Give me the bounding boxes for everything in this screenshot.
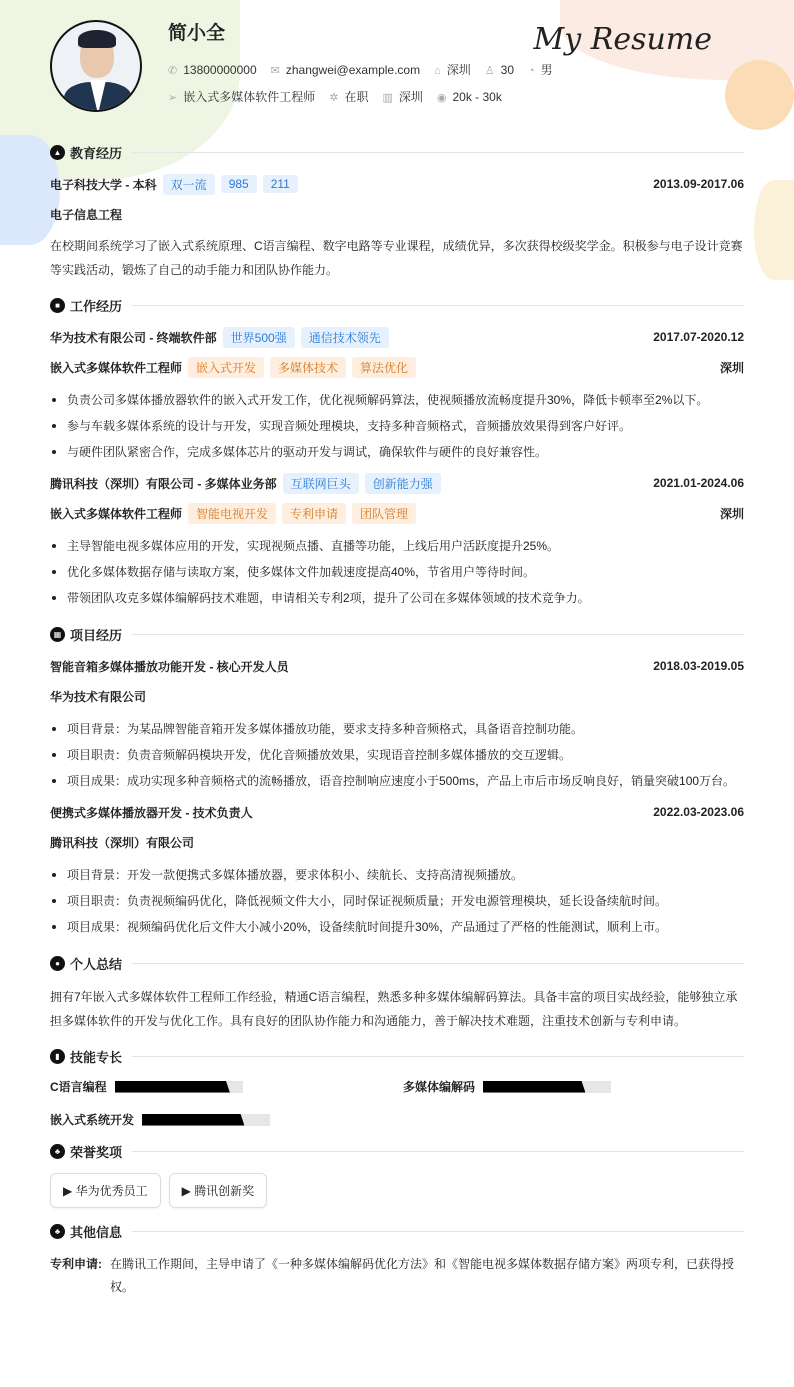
tag: 世界500强 [223,327,295,348]
edu-desc: 在校期间系统学习了嵌入式系统原理、C语言编程、数字电路等专业课程，成绩优异，多次获得校级奖学金。积极参与电子设计竞赛等实践活动，锻炼了自己的动手能力和团队协作能力。 [50,239,743,277]
company: 华为技术有限公司 - 终端软件部 [50,330,217,345]
email: zhangwei@example.com [285,62,421,77]
section-skills [50,1047,744,1066]
graduation-icon: ▲ [50,145,65,160]
tag: 双一流 [163,174,215,195]
skill-bar [115,1081,243,1093]
company: 腾讯科技（深圳）有限公司 - 多媒体业务部 [50,476,277,491]
salary: 20k - 30k [452,89,502,104]
phone-icon: ✆ [168,64,178,77]
section-summary [50,954,744,973]
date: 2021.01-2024.06 [653,476,744,490]
city: 深圳 [719,360,744,375]
position: 嵌入式多媒体软件工程师 [183,90,316,104]
age: 30 [500,62,515,77]
skill-bar [483,1081,611,1093]
award-label: 腾讯创新奖 [194,1184,255,1198]
bullet: 项目背景：为某品牌智能音箱开发多媒体播放功能，要求支持多种音频格式，具备语音控制功能。 [50,716,744,742]
bullet: 项目职责：负责视频编码优化，降低视频文件大小，同时保证视频质量；开发电源管理模块，延长设备续航时间。 [50,888,744,914]
mail-icon: ✉ [270,64,280,77]
project-name: 便携式多媒体播放器开发 - 技术负责人 [50,805,253,820]
briefcase-icon: ■ [50,298,65,313]
bullet: 项目成果：成功实现多种音频格式的流畅播放，语音控制响应速度小于500ms，产品上市后市场反响良好，销量突破100万台。 [50,768,744,794]
bullet: 主导智能电视多媒体应用的开发，实现视频点播、直播等功能，上线后用户活跃度提升25%。 [50,533,744,559]
send-icon: ➢ [168,92,178,104]
tag: 互联网巨头 [283,473,359,494]
status-icon: ✲ [329,92,339,104]
avatar [50,20,142,112]
phone: 13800000000 [183,62,257,77]
section-work [50,296,744,315]
award-label: 华为优秀员工 [75,1184,148,1198]
skill-bar-fill [115,1081,230,1093]
salary-icon: ◉ [436,91,447,104]
work-item [50,473,744,611]
grid-icon: ▦ [50,627,65,642]
header [0,0,794,135]
tag: 智能电视开发 [188,503,276,524]
section-projects [50,625,744,644]
skill-bar-fill [483,1081,585,1093]
section-title: 技能专长 [70,1050,123,1065]
tag: 专利申请 [282,503,346,524]
other-info [50,1253,744,1299]
edu-row [50,174,744,194]
date: 2017.07-2020.12 [653,330,744,344]
award-icon: ♣ [50,1144,65,1159]
other-text: 在腾讯工作期间，主导申请了《一种多媒体编解码优化方法》和《智能电视多媒体数据存储方案》两项专利，已获得授权。 [110,1257,735,1294]
resume-title: My Resume [533,22,712,57]
major [50,204,744,224]
section-title: 教育经历 [70,146,123,161]
section-title: 工作经历 [70,299,123,314]
home-icon: ⌂ [434,65,441,77]
city: 深圳 [719,506,744,521]
section-title: 荣誉奖项 [70,1145,123,1160]
tag: 通信技术领先 [301,327,389,348]
status: 在职 [344,90,369,104]
info-icon: ♣ [50,1224,65,1239]
section-other [50,1222,744,1241]
location: 深圳 [446,63,471,77]
skill-name: C语言编程 [50,1080,107,1094]
bullet: 负责公司多媒体播放器软件的嵌入式开发工作，优化视频解码算法，使视频播放流畅度提升30%，降低卡顿率至2%以下。 [50,387,744,413]
tag: 多媒体技术 [270,357,346,378]
skill-bar-fill [142,1114,244,1126]
section-education [50,143,744,162]
project-list [50,656,744,940]
candidate-name: 简小全 [168,23,226,44]
section-title: 项目经历 [70,628,123,643]
role: 嵌入式多媒体软件工程师 [50,506,183,521]
tag: 嵌入式开发 [188,357,264,378]
chart-icon: ▮ [50,1049,65,1064]
tag: 创新能力强 [365,473,441,494]
bullet: 项目成果：视频编码优化后文件大小减小20%，设备续航时间提升30%，产品通过了严格的性能测试，顺利上市。 [50,914,744,940]
project-name: 智能音箱多媒体播放功能开发 - 核心开发人员 [50,659,289,674]
skill-name: 多媒体编解码 [403,1080,476,1094]
bullet: 优化多媒体数据存储与读取方案，使多媒体文件加载速度提高40%，节省用户等待时间。 [50,559,744,585]
other-label: 专利申请: [50,1257,102,1271]
tag: 团队管理 [352,503,416,524]
user-icon: ● [50,956,65,971]
project-item [50,802,744,940]
section-title: 个人总结 [70,957,123,972]
bullet: 项目背景：开发一款便携式多媒体播放器，要求体积小、续航长、支持高清视频播放。 [50,862,744,888]
work-item [50,327,744,465]
city: 深圳 [398,90,423,104]
contact-row [168,61,553,78]
company: 华为技术有限公司 [50,689,147,704]
work-list [50,327,744,611]
skill-list [50,1078,744,1128]
tag: 211 [263,175,298,193]
bullet: 参与车载多媒体系统的设计与开发，实现音频处理模块，支持多种音频格式，音频播放效果得到客户好评。 [50,413,744,439]
skill-item [50,1111,403,1128]
section-awards [50,1142,744,1161]
date: 2018.03-2019.05 [653,659,744,673]
skill-bar [142,1114,270,1126]
age-icon: ♙ [484,64,495,77]
gender: 男 [540,63,553,77]
company: 腾讯科技（深圳）有限公司 [50,835,195,850]
bullet: 带领团队攻克多媒体编解码技术难题，申请相关专利2项，提升了公司在多媒体领域的技术竞争力。 [50,585,744,611]
tag: 985 [221,175,257,193]
award-item: ▶ 华为优秀员工 [50,1173,161,1208]
skill-name: 嵌入式系统开发 [50,1113,135,1127]
date: 2013.09-2017.06 [653,177,744,191]
summary-text: 拥有7年嵌入式多媒体软件工程师工作经验，精通C语言编程，熟悉多种多媒体编解码算法。具备丰富的项目实战经验，能够独立承担多媒体软件的开发与优化工作。具有良好的团队协作能力和沟通能力，善于解决技术难题，注重技术创新与专利申请。 [50,990,738,1028]
section-title: 其他信息 [70,1225,123,1240]
skill-item [50,1078,403,1095]
bullet: 项目职责：负责音频解码模块开发，优化音频播放效果，实现语音控制多媒体播放的交互逻辑。 [50,742,744,768]
date: 2022.03-2023.06 [653,805,744,819]
gender-icon: ◔ [528,65,535,77]
role: 嵌入式多媒体软件工程师 [50,360,183,375]
major-text: 电子信息工程 [50,207,123,222]
award-item: ▶ 腾讯创新奖 [169,1173,268,1208]
project-item [50,656,744,794]
award-list [50,1173,744,1208]
school: 电子科技大学 - 本科 [50,177,157,192]
building-icon: ▥ [382,92,393,104]
job-row [168,88,502,105]
bullet: 与硬件团队紧密合作，完成多媒体芯片的驱动开发与调试，确保软件与硬件的良好兼容性。 [50,439,744,465]
skill-item [403,1078,744,1095]
tag: 算法优化 [352,357,416,378]
